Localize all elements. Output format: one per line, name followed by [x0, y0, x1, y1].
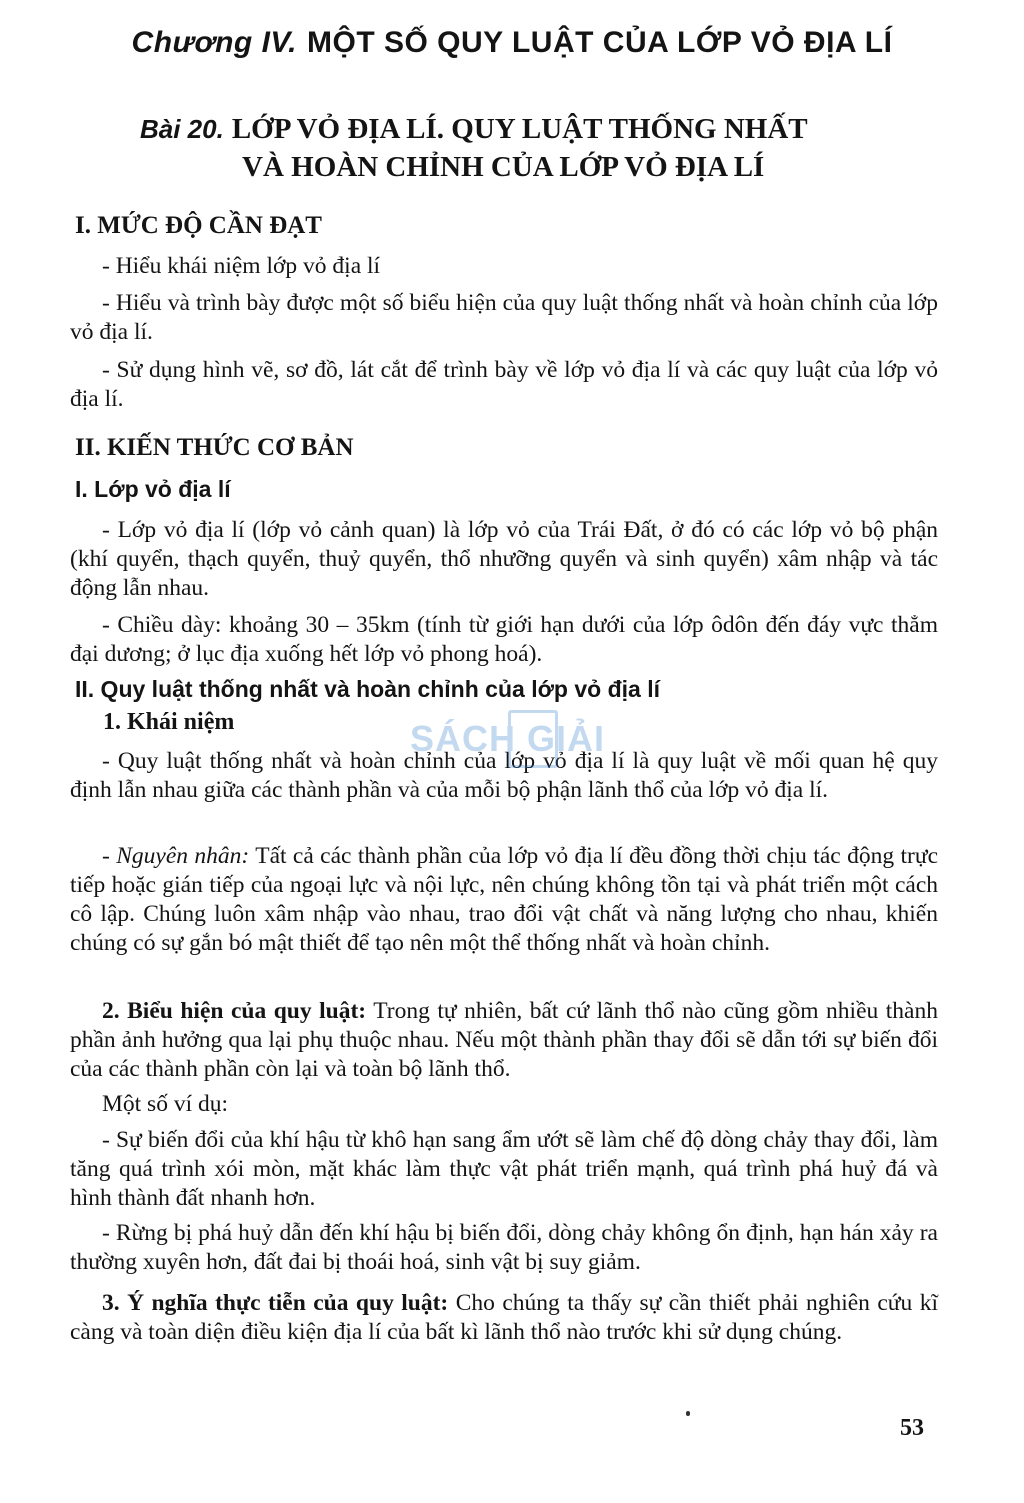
watermark-text: SÁCH GIẢI: [410, 718, 606, 759]
chapter-prefix: Chương IV.: [131, 26, 297, 59]
meaning-text: Cho chúng ta thấy sự cần thiết phải nghiên cứu kĩ càng và toàn diện điều kiện địa lí của bất kì lãnh thổ nào trước khi sử dụng chúng.: [70, 1290, 938, 1345]
section1-heading: I. MỨC ĐỘ CẦN ĐẠT: [75, 212, 322, 239]
watermark-logo: [410, 718, 630, 776]
lesson-prefix: Bài 20.: [140, 114, 224, 144]
chapter-title: [0, 26, 1024, 60]
concept-text: - Quy luật thống nhất và hoàn chỉnh của lớp vỏ địa lí là quy luật về mối quan hệ quy định lẫn nhau giữa các thành phần và của mỗi bộ phận lãnh thổ của lớp vỏ địa lí.: [70, 748, 938, 803]
lesson-title: [140, 110, 940, 186]
ink-speck: [686, 1411, 690, 1416]
manifest-label: 2. Biểu hiện của quy luật:: [102, 998, 367, 1024]
chapter-name: MỘT SỐ QUY LUẬT CỦA LỚP VỎ ĐỊA LÍ: [307, 26, 893, 59]
concept-heading: 1. Khái niệm: [103, 709, 235, 735]
example-2: - Rừng bị phá huỷ dẫn đến khí hậu bị biến đổi, dòng chảy không ổn định, hạn hán xảy ra thường xuyên hơn, đất đai bị thoái hoá, sinh vật bị suy giảm.: [70, 1220, 938, 1275]
lesson-title-line1: LỚP VỎ ĐỊA LÍ. QUY LUẬT THỐNG NHẤT: [231, 113, 808, 145]
cause-paragraph: - Nguyên nhân: Tất cả các thành phần của lớp vỏ địa lí đều đồng thời chịu tác động trực tiếp hoặc gián tiếp của ngoại lực và nội lực, nên chúng không tồn tại và phát triển một cách cô lập. Chúng luôn xâm nhập vào nhau, trao đổi vật chất và năng lượng cho nhau, khiến chúng có sự gắn bó mật thiết để tạo nên một thể thống nhất và hoàn chỉnh.: [70, 843, 938, 956]
section1-item-2: - Hiểu và trình bày được một số biểu hiện của quy luật thống nhất và hoàn chỉnh của lớp vỏ địa lí.: [70, 290, 938, 345]
cause-text: Tất cả các thành phần của lớp vỏ địa lí đều đồng thời chịu tác động trực tiếp hoặc gián tiếp của ngoại lực và nội lực, nên chúng không tồn tại và phát triển một cách cô lập. Chúng luôn xâm nhập vào nhau, trao đổi vật chất và năng lượng cho nhau, khiến chúng có sự gắn bó mật thiết để tạo nên một thể thống nhất và hoàn chỉnh.: [70, 843, 938, 956]
section1-item-3: - Sử dụng hình vẽ, sơ đồ, lát cắt để trình bày về lớp vỏ địa lí và các quy luật của lớp vỏ địa lí.: [70, 357, 938, 412]
meaning-paragraph: [70, 1289, 938, 1347]
lesson-title-line2: VÀ HOÀN CHỈNH CỦA LỚP VỎ ĐỊA LÍ: [242, 151, 765, 183]
example-1: - Sự biến đổi của khí hậu từ khô hạn sang ẩm ướt sẽ làm chế độ dòng chảy thay đổi, làm tăng quá trình xói mòn, mặt khác làm thực vật phát triển mạnh, quá trình phá huỷ đá và hình thành đất nhanh hơn.: [70, 1127, 938, 1211]
part1-item-1: - Lớp vỏ địa lí (lớp vỏ cảnh quan) là lớp vỏ của Trái Đất, ở đó có các lớp vỏ bộ phận (khí quyển, thạch quyển, thuỷ quyển, thổ nhưỡng quyển và sinh quyển) xâm nhập và tác động lẫn nhau.: [70, 517, 938, 601]
part1-item-2: - Chiều dày: khoảng 30 – 35km (tính từ giới hạn dưới của lớp ôdôn đến đáy vực thẳm đại dương; ở lục địa xuống hết lớp vỏ phong hoá).: [70, 612, 938, 667]
part2-heading: II. Quy luật thống nhất và hoàn chỉnh của lớp vỏ địa lí: [75, 676, 661, 702]
page-number: 53: [900, 1415, 924, 1441]
manifest-paragraph: [70, 997, 938, 1084]
examples-intro: Một số ví dụ:: [102, 1091, 229, 1117]
cause-label: Nguyên nhân:: [116, 843, 250, 869]
section1-item-1: - Hiểu khái niệm lớp vỏ địa lí: [102, 253, 381, 279]
part1-heading: I. Lớp vỏ địa lí: [75, 476, 231, 502]
section2-heading: II. KIẾN THỨC CƠ BẢN: [75, 434, 354, 461]
manifest-text: Trong tự nhiên, bất cứ lãnh thổ nào cũng gồm nhiều thành phần ảnh hưởng qua lại phụ thuộc nhau. Nếu một thành phần thay đổi sẽ dẫn tới sự biến đổi của các thành phần còn lại và toàn bộ lãnh thổ.: [70, 998, 938, 1082]
meaning-label: 3. Ý nghĩa thực tiễn của quy luật:: [102, 1290, 449, 1316]
